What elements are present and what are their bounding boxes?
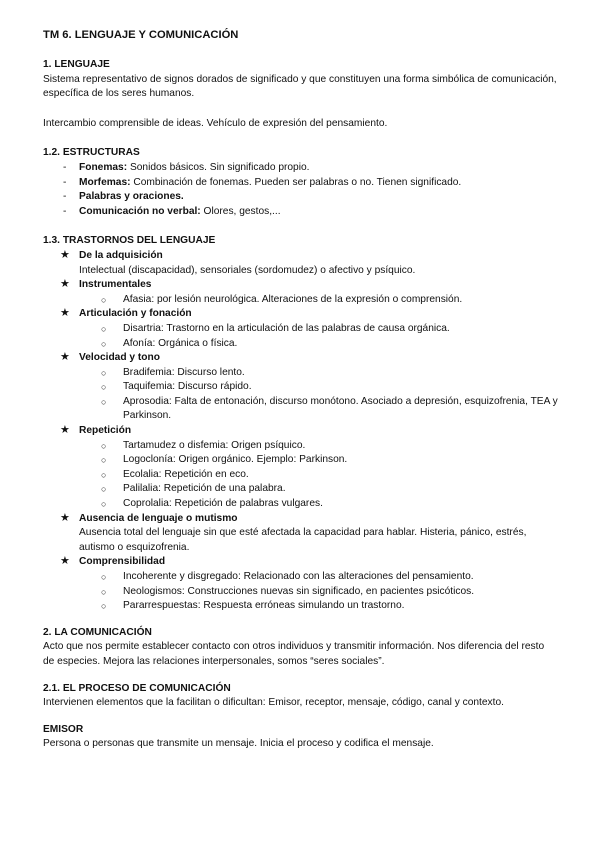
articulacion-list	[43, 322, 558, 351]
document-title: TM 6. LENGUAJE Y COMUNICACIÓN	[43, 29, 239, 41]
section-2-paragraph: Acto que nos permite establecer contacto con otros individuos y transmitir información. Nos diferencia del resto de especies. Mejora las relaciones interpersonales, somos “seres sociales”.	[43, 641, 545, 667]
circle-bullet: ○	[101, 338, 107, 349]
trastorno-description: Ausencia total del lenguaje sin que esté afectada la capacidad para hablar. Histeria, pánico, estrés, autismo o esquizofrenia.	[79, 527, 527, 553]
instrumentales-list	[43, 293, 558, 308]
circle-bullet: ○	[101, 572, 107, 582]
circle-bullet: ○	[101, 382, 107, 393]
section-1-2-heading: 1.2. ESTRUCTURAS	[43, 147, 140, 159]
section-2-1-heading: 2.1. EL PROCESO DE COMUNICACIÓN	[43, 682, 231, 694]
list-item: ○ Disartria: Trastorno en la articulación de las palabras de causa orgánica.	[43, 322, 558, 337]
list-item: ○ Bradifemia: Discurso lento.	[43, 366, 558, 381]
trastorno-velocidad	[43, 351, 558, 366]
trastorno-title: Repetición	[79, 425, 132, 437]
circle-bullet: ○	[101, 484, 107, 495]
circle-bullet: ○	[101, 367, 107, 378]
repeticion-list	[43, 439, 558, 512]
list-item: ○ Afonía: Orgánica o física.	[43, 337, 558, 352]
term: Fonemas:	[79, 161, 128, 173]
trastorno-title: De la adquisición	[79, 249, 163, 261]
velocidad-list	[43, 366, 558, 424]
circle-bullet: ○	[101, 469, 107, 480]
dash-bullet: -	[63, 176, 67, 188]
estructuras-list	[43, 161, 558, 219]
star-icon: ★	[60, 555, 70, 568]
circle-bullet: ○	[101, 455, 107, 466]
star-icon: ★	[60, 424, 70, 437]
list-item: ○ Coprolalia: Repetición de palabras vulgares.	[43, 497, 558, 512]
list-item: ○ Neologismos: Construcciones nuevas sin significado, en pacientes psicóticos.	[43, 585, 558, 600]
trastorno-title: Ausencia de lenguaje o mutismo	[79, 512, 238, 524]
list-item	[43, 205, 558, 220]
section-2-1-paragraph: Intervienen elementos que la facilitan o dificultan: Emisor, receptor, mensaje, código, canal y contexto.	[43, 697, 504, 709]
trastorno-title: Comprensibilidad	[79, 556, 166, 568]
list-item: ○ Pararrespuestas: Respuesta erróneas simulando un trastorno.	[43, 599, 558, 614]
list-item	[43, 176, 558, 191]
trastorno-ausencia	[43, 512, 558, 556]
trastorno-description: Intelectual (discapacidad), sensoriales (sordomudez) o afectivo y psíquico.	[79, 264, 416, 276]
trastorno-title: Velocidad y tono	[79, 352, 160, 364]
list-item: ○ Tartamudez o disfemia: Origen psíquico.	[43, 439, 558, 454]
list-item: ○ Aprosodia: Falta de entonación, discurso monótono. Asociado a depresión, esquizofrenia, TEA y Parkinson.	[101, 395, 558, 422]
list-item	[43, 190, 558, 205]
term-description: Sonidos básicos. Sin significado propio.	[127, 161, 310, 173]
star-icon: ★	[60, 351, 70, 364]
circle-bullet: ○	[101, 440, 107, 451]
section-2-heading: 2. LA COMUNICACIÓN	[43, 626, 152, 638]
term: Morfemas:	[79, 176, 131, 188]
star-icon: ★	[60, 248, 70, 261]
list-item: ○ Incoherente y disgregado: Relacionado con las alteraciones del pensamiento.	[43, 570, 558, 585]
term: Comunicación no verbal:	[79, 205, 201, 217]
section-1-paragraph-2: Intercambio comprensible de ideas. Vehículo de expresión del pensamiento.	[43, 117, 388, 129]
dash-bullet: -	[63, 161, 67, 173]
star-icon: ★	[60, 278, 70, 291]
emisor-paragraph: Persona o personas que transmite un mensaje. Inicia el proceso y codifica el mensaje.	[43, 738, 434, 750]
list-item: ○ Taquifemia: Discurso rápido.	[43, 380, 558, 395]
dash-bullet: -	[63, 205, 67, 217]
trastorno-instrumentales	[43, 278, 558, 293]
list-item: ○ Afasia: por lesión neurológica. Alteraciones de la expresión o comprensión.	[43, 293, 558, 308]
section-1-paragraph-1: Sistema representativo de signos dorados de significado y que constituyen una forma simbólica de comunicación, específica de los seres humanos.	[43, 73, 557, 100]
dash-bullet: -	[63, 191, 67, 203]
list-item: ○ Ecolalia: Repetición en eco.	[43, 468, 558, 483]
circle-bullet: ○	[101, 499, 107, 510]
term: Palabras y oraciones.	[79, 191, 184, 203]
list-item: ○ Palilalia: Repetición de una palabra.	[43, 482, 558, 497]
trastorno-title: Articulación y fonación	[79, 308, 192, 320]
trastorno-title: Instrumentales	[79, 279, 152, 291]
section-1-3-heading: 1.3. TRASTORNOS DEL LENGUAJE	[43, 235, 216, 247]
circle-bullet: ○	[101, 586, 107, 597]
section-1-heading: 1. LENGUAJE	[43, 59, 110, 70]
emisor-heading: EMISOR	[43, 723, 84, 735]
circle-bullet: ○	[101, 601, 107, 612]
term-description: Combinación de fonemas. Pueden ser palabras o no. Tienen significado.	[130, 176, 462, 188]
circle-bullet: ○	[101, 294, 107, 305]
circle-bullet: ○	[101, 323, 107, 334]
star-icon: ★	[60, 307, 70, 320]
trastorno-comprensibilidad	[43, 555, 558, 570]
comprensibilidad-list	[43, 570, 558, 614]
term-description: Olores, gestos,...	[200, 205, 281, 217]
list-item: ○ Logoclonía: Origen orgánico. Ejemplo: Parkinson.	[43, 453, 558, 468]
trastorno-repeticion	[43, 424, 558, 439]
list-item	[43, 161, 558, 176]
circle-bullet: ○	[101, 396, 107, 407]
document-page	[43, 28, 558, 752]
star-icon: ★	[60, 511, 70, 524]
trastorno-articulacion	[43, 307, 558, 322]
trastorno-adquisicion	[43, 249, 558, 278]
